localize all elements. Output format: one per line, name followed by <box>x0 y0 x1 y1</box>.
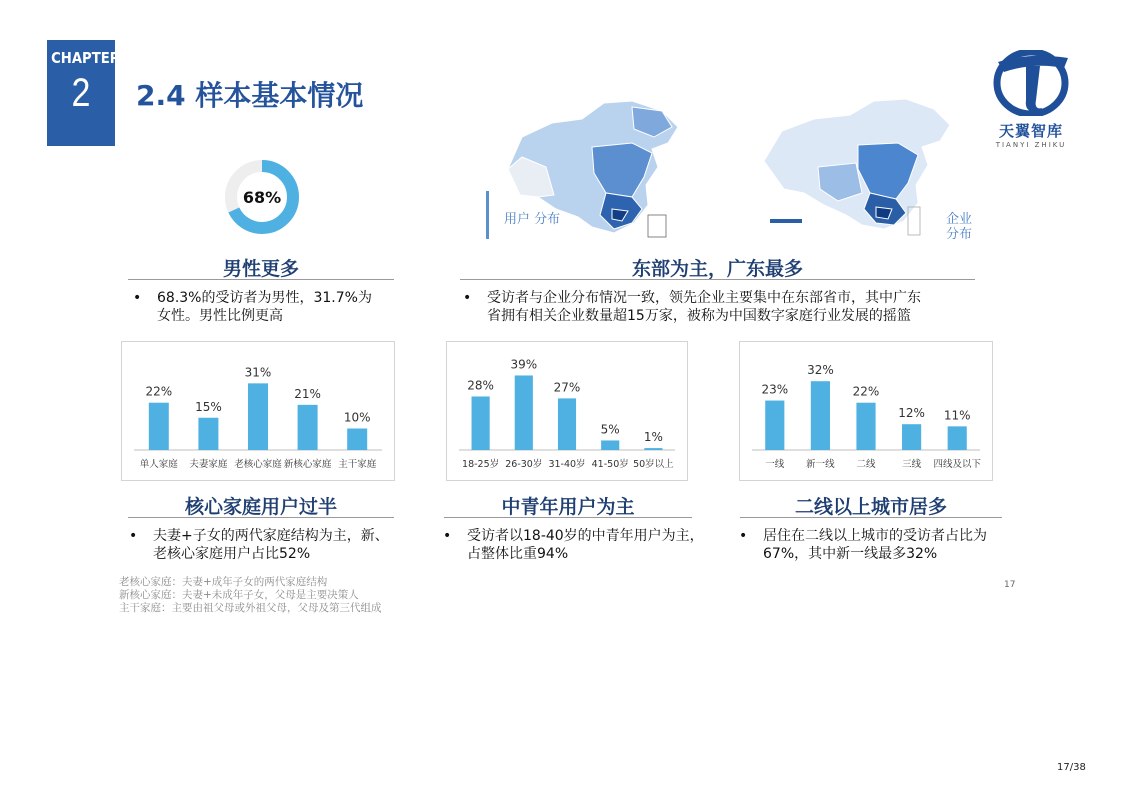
bullet-family: • 夫妻+子女的两代家庭结构为主，新、 老核心家庭用户占比52% <box>129 528 389 562</box>
bar <box>248 383 268 450</box>
age-bar-chart <box>447 342 687 480</box>
category-label: 18-25岁 <box>462 459 500 470</box>
bar <box>948 426 967 450</box>
data-label: 11% <box>943 408 971 423</box>
enterprise-distribution-map <box>758 97 978 245</box>
category-label: 新一线 <box>806 459 835 470</box>
category-label: 三线 <box>902 459 922 470</box>
data-label: 1% <box>643 430 663 445</box>
page-number: 17/38 <box>1057 762 1086 773</box>
category-label: 31-40岁 <box>548 459 586 470</box>
bullet-text: 68.3%的受访者为男性，31.7%为 女性。男性比例更高 <box>157 290 372 324</box>
city-bar-chart <box>740 342 992 480</box>
family-bar-chart <box>122 342 394 480</box>
bar <box>601 440 619 450</box>
divider <box>128 279 394 280</box>
bar <box>298 405 318 450</box>
bar <box>765 401 784 450</box>
data-label: 12% <box>898 406 925 421</box>
slide-number: 17 <box>1004 580 1016 590</box>
donut-label: 68% <box>242 188 282 207</box>
category-label: 二线 <box>856 459 876 470</box>
chapter-label: CHAPTER <box>51 49 120 67</box>
footnote: 主干家庭：主要由祖父母或外祖父母，父母及第三代组成 <box>119 602 382 614</box>
data-label: 31% <box>244 365 272 380</box>
china-map-enterprise <box>758 97 978 245</box>
bar <box>811 381 830 450</box>
map-legend-enterprise: 企业 分布 <box>946 212 973 242</box>
divider <box>128 517 394 518</box>
category-label: 41-50岁 <box>591 459 629 470</box>
logo <box>990 50 1072 150</box>
bar <box>515 375 533 450</box>
chapter-number: 2 <box>71 71 91 115</box>
data-label: 27% <box>553 380 581 395</box>
section-title-age: 中青年用户为主 <box>501 496 635 518</box>
chapter-badge <box>47 40 120 146</box>
divider <box>460 279 975 280</box>
category-label: 新核心家庭 <box>283 459 332 470</box>
section-title-city: 二线以上城市居多 <box>794 496 947 518</box>
footnote: 老核心家庭：夫妻+成年子女的两代家庭结构 <box>119 576 328 588</box>
bar <box>644 448 662 450</box>
bullet-text: 受访者以18-40岁的中青年用户为主， 占整体比重94% <box>467 528 704 562</box>
category-label: 主干家庭 <box>338 459 377 470</box>
footnote: 新核心家庭：夫妻+未成年子女，父母是主要决策人 <box>119 589 359 601</box>
logo-icon <box>990 50 1072 116</box>
map-legend-user: 用户 分布 <box>504 212 561 227</box>
bar <box>198 418 218 450</box>
data-label: 22% <box>145 384 173 399</box>
bar <box>902 424 921 450</box>
data-label: 15% <box>195 399 222 414</box>
section-title-gender: 男性更多 <box>222 258 299 280</box>
bullet-text: 居住在二线以上城市的受访者占比为 67%，其中新一线最多32% <box>763 528 987 562</box>
chart-family <box>121 341 395 481</box>
gender-donut-chart <box>222 157 302 237</box>
bar <box>856 403 875 450</box>
bullet-gender: • 68.3%的受访者为男性，31.7%为 女性。男性比例更高 <box>133 290 372 324</box>
bullet-city: • 居住在二线以上城市的受访者占比为 67%，其中新一线最多32% <box>739 528 987 562</box>
bullet-text: 受访者与企业分布情况一致，领先企业主要集中在东部省市，其中广东 省拥有相关企业数量超15万家，被称为中国数字家庭行业发展的摇篮 <box>487 290 921 324</box>
section-title-region: 东部为主，广东最多 <box>631 258 803 280</box>
category-label: 四线及以下 <box>933 459 981 470</box>
page-title: 2.4 样本基本情况 <box>136 79 364 112</box>
bullet-region: • 受访者与企业分布情况一致，领先企业主要集中在东部省市，其中广东 省拥有相关企业数量超15万家，被称为中国数字家庭行业发展的摇篮 <box>463 290 921 324</box>
logo-text-en: TIANYI ZHIKU <box>995 141 1067 149</box>
divider <box>740 517 1002 518</box>
logo-text-cn: 天翼智库 <box>998 122 1063 140</box>
bar <box>347 429 367 451</box>
category-label: 一线 <box>765 459 785 470</box>
footnotes <box>119 576 382 615</box>
category-label: 26-30岁 <box>505 459 543 470</box>
bullet-text: 夫妻+子女的两代家庭结构为主，新、 老核心家庭用户占比52% <box>153 528 389 562</box>
bar <box>472 396 490 450</box>
category-label: 老核心家庭 <box>234 459 282 470</box>
data-label: 5% <box>600 422 620 437</box>
bullet-age: • 受访者以18-40岁的中青年用户为主， 占整体比重94% <box>443 528 704 562</box>
data-label: 10% <box>343 410 371 425</box>
chart-city <box>739 341 993 481</box>
data-label: 22% <box>852 384 880 399</box>
user-distribution-map <box>482 97 682 245</box>
data-label: 21% <box>294 386 321 401</box>
data-label: 28% <box>467 378 494 393</box>
chart-age <box>446 341 688 481</box>
category-label: 夫妻家庭 <box>189 459 228 470</box>
bar <box>558 398 576 450</box>
data-label: 32% <box>807 363 834 378</box>
data-label: 39% <box>510 357 538 372</box>
divider <box>444 517 692 518</box>
section-title-family: 核心家庭用户过半 <box>184 496 337 518</box>
category-label: 50岁以上 <box>633 459 674 470</box>
data-label: 23% <box>761 382 789 397</box>
category-label: 单人家庭 <box>139 459 178 470</box>
bar <box>149 403 169 450</box>
